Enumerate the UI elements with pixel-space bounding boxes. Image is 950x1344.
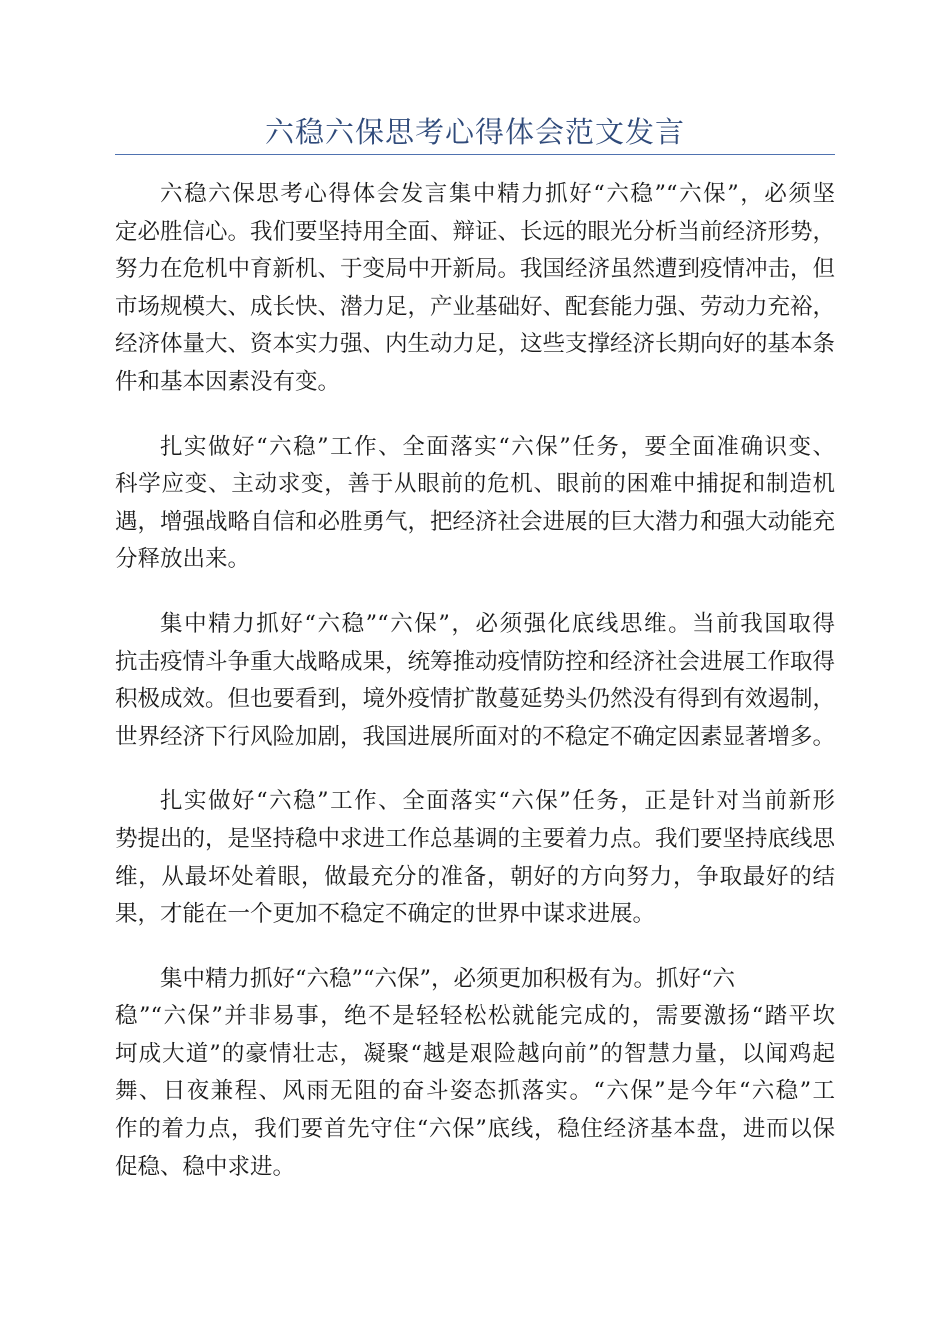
document-body [115,176,835,1213]
paragraph-line: 件和基本因素没有变。 [115,368,341,395]
paragraph-line: 抗击疫情斗争重大战略成果，统筹推动疫情防控和经济社会进展工作取得 [115,648,836,675]
paragraph-line: 舞、日夜兼程、风雨无阻的奋斗姿态抓落实。“六保”是今年“六稳”工 [115,1078,835,1105]
paragraph-line: 集中精力抓好“六稳”“六保”，必须更加积极有为。抓好“六 [160,965,736,992]
paragraph-line: 积极成效。但也要看到，境外疫情扩散蔓延势头仍然没有得到有效遏制， [115,686,836,713]
paragraph [115,429,835,579]
paragraph-line: 世界经济下行风险加剧，我国进展所面对的不稳定不确定因素显著增多。 [115,723,836,750]
paragraph [115,606,835,756]
paragraph [115,961,835,1187]
paragraph-line: 分释放出来。 [115,546,251,573]
paragraph-line: 促稳、稳中求进。 [115,1153,296,1180]
document-title: 六稳六保思考心得体会范文发言 [264,115,685,149]
paragraph-line: 扎实做好“六稳”工作、全面落实“六保”任务，正是针对当前新形 [160,788,835,815]
paragraph-line: 维，从最坏处着眼，做最充分的准备，朝好的方向努力，争取最好的结 [115,863,835,890]
paragraph-line: 经济体量大、资本实力强、内生动力足，这些支撑经济长期向好的基本条 [115,331,836,358]
paragraph-line: 势提出的，是坚持稳中求进工作总基调的主要着力点。我们要坚持底线思 [115,825,836,852]
paragraph-line: 稳”“六保”并非易事，绝不是轻轻松松就能完成的，需要激扬“踏平坎 [115,1003,835,1030]
paragraph [115,176,835,402]
paragraph-line: 果，才能在一个更加不稳定不确定的世界中谋求进展。 [115,901,656,928]
paragraph-line: 努力在危机中育新机、于变局中开新局。我国经济虽然遭到疫情冲击，但 [115,256,836,283]
paragraph-line: 遇，增强战略自信和必胜勇气，把经济社会进展的巨大潜力和强大动能充 [115,508,836,535]
paragraph-line: 六稳六保思考心得体会发言集中精力抓好“六稳”“六保”，必须坚 [160,181,835,207]
paragraph-line: 集中精力抓好“六稳”“六保”，必须强化底线思维。当前我国取得 [160,610,835,637]
paragraph-line: 作的着力点，我们要首先守住“六保”底线，稳住经济基本盘，进而以保 [115,1116,835,1143]
title-underline [115,154,835,155]
paragraph-line: 定必胜信心。我们要坚持用全面、辩证、长远的眼光分析当前经济形势， [115,218,836,245]
paragraph [115,783,835,933]
paragraph-line: 坷成大道”的豪情壮志，凝聚“越是艰险越向前”的智慧力量，以闻鸡起 [115,1040,835,1067]
paragraph-line: 扎实做好“六稳”工作、全面落实“六保”任务，要全面准确识变、 [160,433,835,460]
paragraph-line: 科学应变、主动求变，善于从眼前的危机、眼前的困难中捕捉和制造机 [115,471,835,498]
paragraph-line: 市场规模大、成长快、潜力足，产业基础好、配套能力强、劳动力充裕， [115,293,836,320]
